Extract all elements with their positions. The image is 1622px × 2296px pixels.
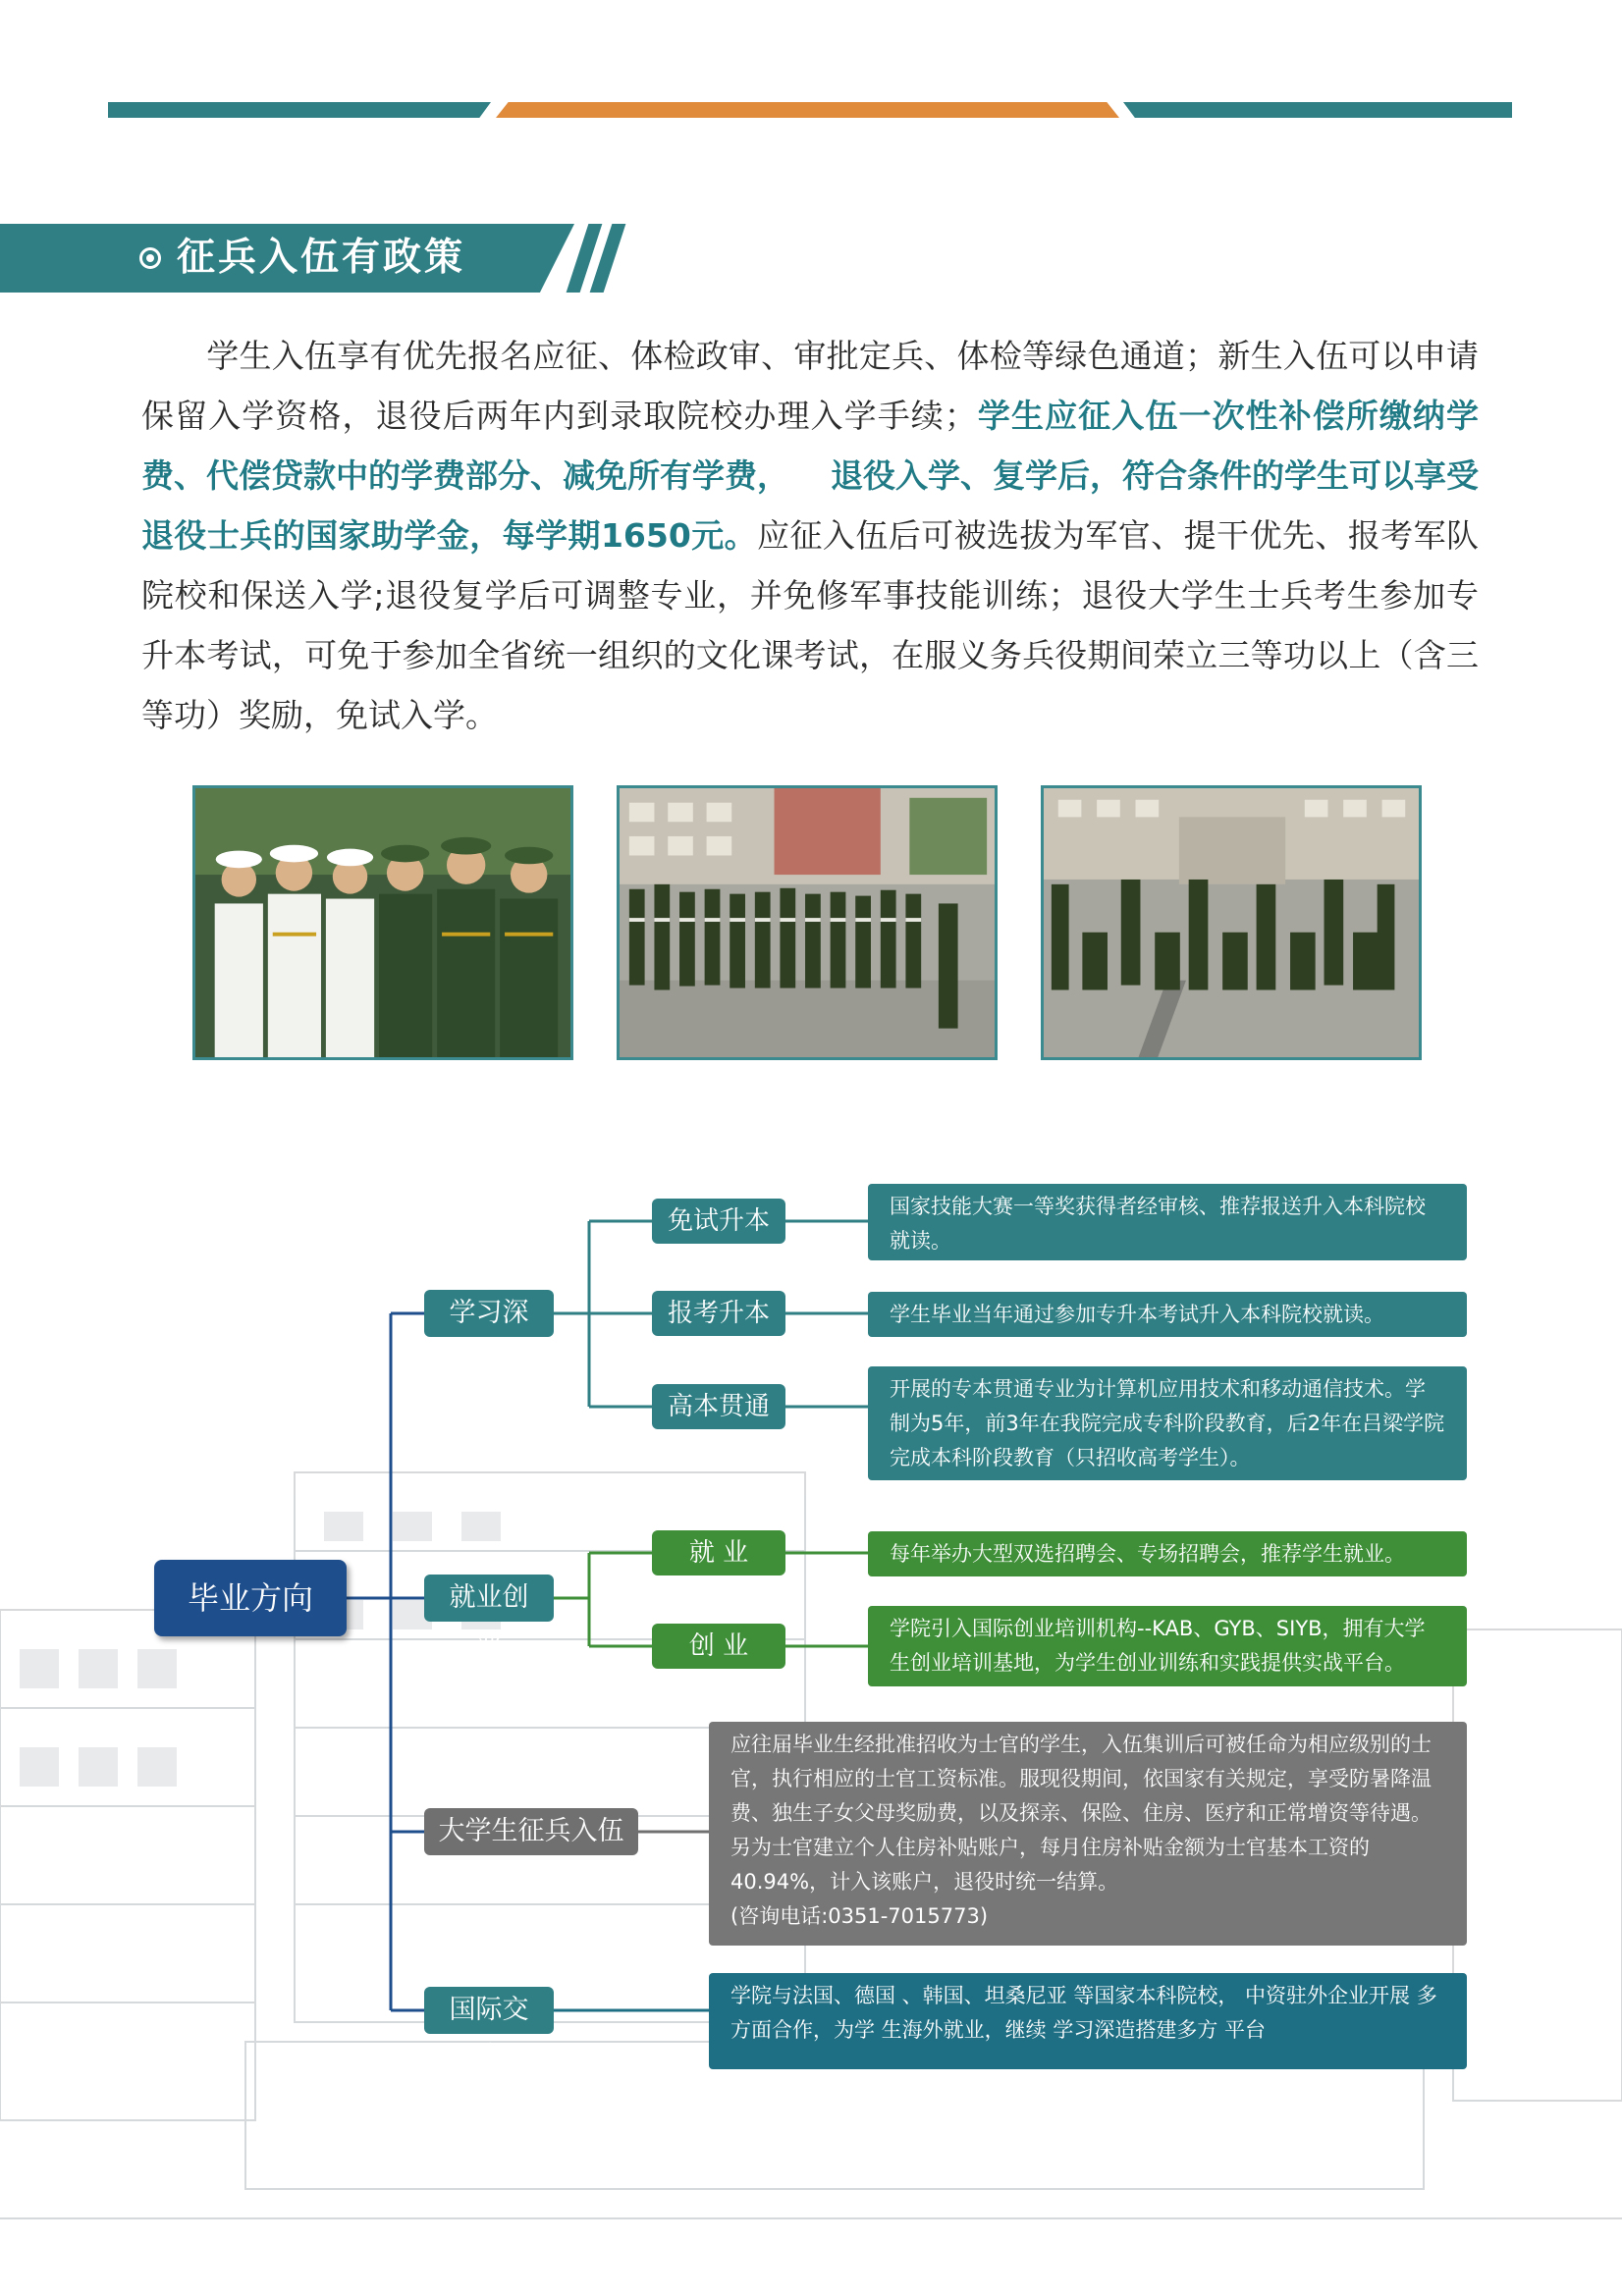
node-exam-upgrade: 报考升本 bbox=[652, 1291, 785, 1336]
top-bar-teal-left bbox=[108, 102, 491, 118]
consult-phone: (咨询电话:0351-7015773) bbox=[730, 1904, 989, 1928]
policy-text-part1: 学生入伍享有优先报名应征、体检政审、审批定兵、体检等绿色通道；新生入伍可以申请保留入学资格，退役后两年内到录取院校办理入学手续； bbox=[141, 337, 1479, 435]
branch-career: 就业创业 bbox=[424, 1575, 554, 1622]
node-through-program: 高本贯通 bbox=[652, 1384, 785, 1429]
photo-formation-drill bbox=[617, 785, 998, 1060]
top-bar-teal-right bbox=[1123, 102, 1512, 118]
photo-honor-guard bbox=[192, 785, 573, 1060]
tree-root-graduation-direction: 毕业方向 bbox=[154, 1560, 347, 1636]
section-title-text: 征兵入伍有政策 bbox=[177, 236, 466, 280]
top-bar-orange bbox=[496, 102, 1119, 118]
branch-study: 学习深造 bbox=[424, 1290, 554, 1337]
desc-entrepreneurship: 学院引入国际创业培训机构--KAB、GYB、SIYB，拥有大学生创业培训基地，为学生创业训练和实践提供实战平台。 bbox=[868, 1606, 1467, 1686]
section-title bbox=[139, 232, 465, 285]
policy-paragraph bbox=[141, 326, 1479, 745]
desc-through-program: 开展的专本贯通专业为计算机应用技术和移动通信技术。学制为5年，前3年在我院完成专科阶段教育，后2年在吕梁学院完成本科阶段教育（只招收高考学生）。 bbox=[868, 1366, 1467, 1480]
policy-text-part2: 应征入伍后可被选拔为军官、提干优先、报考军队院校和保送入学;退役复学后可调整专业，并免修军事技能训练；退役大学生士兵考生参加专升本考试，可免于参加全省统一组织的文化课考试，在服义务兵役期间荣立三等功以上（含三等功）奖励，免试入学。 bbox=[141, 516, 1479, 734]
branch-international: 国际交流 bbox=[424, 1987, 554, 2034]
desc-military bbox=[709, 1722, 1467, 1946]
bullet-circle-icon bbox=[139, 247, 161, 269]
node-entrepreneurship: 创 业 bbox=[652, 1624, 785, 1669]
desc-military-text: 应往届毕业生经批准招收为士官的学生，入伍集训后可被任命为相应级别的士官，执行相应的士官工资标准。服现役期间，依国家有关规定，享受防暑降温费、独生子女父母奖励费，以及探亲、保险、住房、医疗和正常增资等待遇。另为士官建立个人住房补贴账户，每月住房补贴金额为士官基本工资的40.94%，计入该账户，退役时统一结算。 bbox=[730, 1733, 1432, 1894]
node-employment: 就 业 bbox=[652, 1530, 785, 1575]
policy-highlight-2: 退役入学、复学后，符合条件的学生可以享受退役士兵的国家助学金，每学期1650元。 bbox=[141, 456, 1479, 555]
branch-military: 大学生征兵入伍 bbox=[424, 1808, 638, 1855]
desc-international: 学院与法国、德国 、韩国、坦桑尼亚 等国家本科院校， 中资驻外企业开展 多方面合作，为学 生海外就业，继续 学习深造搭建多方 平台 bbox=[709, 1973, 1467, 2069]
node-exam-free-upgrade: 免试升本 bbox=[652, 1199, 785, 1244]
photo-group-pose bbox=[1041, 785, 1422, 1060]
policy-highlight-1: 学生应征入伍一次性补偿所缴纳学费、代偿贷款中的学费部分、减免所有学费， bbox=[141, 397, 1480, 495]
desc-exam-free-upgrade: 国家技能大赛一等奖获得者经审核、推荐报送升入本科院校就读。 bbox=[868, 1184, 1467, 1260]
desc-exam-upgrade: 学生毕业当年通过参加专升本考试升入本科院校就读。 bbox=[868, 1292, 1467, 1337]
desc-employment: 每年举办大型双选招聘会、专场招聘会，推荐学生就业。 bbox=[868, 1531, 1467, 1576]
